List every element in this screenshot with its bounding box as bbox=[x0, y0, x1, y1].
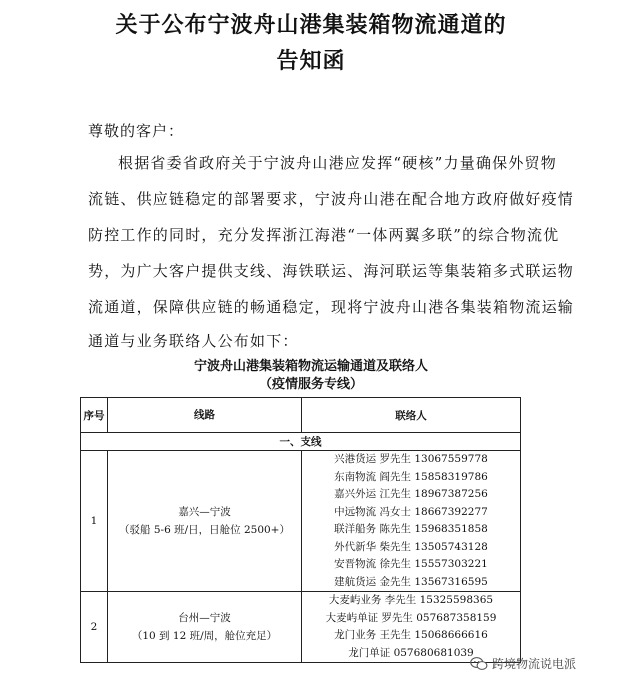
row-route bbox=[108, 451, 302, 592]
route-note: （10 到 12 班/周，舱位充足） bbox=[131, 630, 278, 642]
route-name: 嘉兴—宁波 bbox=[178, 506, 231, 518]
wechat-icon bbox=[470, 657, 488, 671]
table-row bbox=[81, 451, 521, 592]
body-line-5: 流通道，保障供应链的畅通稳定，现将宁波舟山港各集装箱物流运输 bbox=[88, 298, 575, 316]
row-seq: 2 bbox=[81, 592, 108, 663]
route-note: （驳船 5-6 班/日，日舱位 2500+） bbox=[119, 524, 290, 536]
document-title-line1: 关于公布宁波舟山港集装箱物流通道的 bbox=[115, 12, 507, 38]
body-line-2: 流链、供应链稳定的部署要求，宁波舟山港在配合地方政府做好疫情 bbox=[88, 190, 575, 208]
body-line-3: 防控工作的同时，充分发挥浙江海港“一体两翼多联”的综合物流优 bbox=[88, 226, 560, 244]
body-line-6: 通道与业务联络人公布如下： bbox=[88, 332, 299, 350]
table-title: 宁波舟山港集装箱物流运输通道及联络人 bbox=[193, 359, 428, 374]
header-route: 线路 bbox=[108, 398, 302, 433]
route-name: 台州—宁波 bbox=[178, 612, 231, 624]
contact-entry: 大麦屿单证 罗先生 057687358159 bbox=[325, 611, 497, 624]
watermark-text: 跨境物流说电派 bbox=[492, 657, 577, 671]
contact-entry: 龙门业务 王先生 15068666616 bbox=[334, 629, 488, 641]
table-section-row bbox=[81, 433, 521, 451]
contact-entry: 兴港货运 罗先生 13067559778 bbox=[334, 453, 488, 465]
table-header-row bbox=[81, 398, 521, 433]
contact-entry: 大麦屿业务 李先生 15325598365 bbox=[328, 594, 494, 606]
contact-entry: 中远物流 冯女士 18667392277 bbox=[334, 505, 488, 518]
logistics-table bbox=[80, 397, 521, 663]
header-seq: 序号 bbox=[81, 398, 108, 433]
contact-entry: 嘉兴外运 江先生 18967387256 bbox=[334, 488, 488, 500]
contact-entry: 建航货运 金先生 13567316595 bbox=[334, 575, 488, 588]
row-seq: 1 bbox=[81, 451, 108, 592]
body-line-1: 根据省委省政府关于宁波舟山港应发挥“硬核”力量确保外贸物 bbox=[118, 154, 557, 172]
contact-entry: 安晋物流 徐先生 15557303221 bbox=[334, 558, 488, 570]
section-label: 一、支线 bbox=[81, 433, 521, 451]
table-subtitle: （疫情服务专线） bbox=[258, 377, 363, 392]
body-line-4: 势，为广大客户提供支线、海铁联运、海河联运等集装箱多式联运物 bbox=[88, 262, 575, 280]
header-contact: 联络人 bbox=[302, 398, 521, 433]
contact-entry: 外代新华 柴先生 13505743128 bbox=[334, 540, 488, 553]
contact-entry: 东南物流 阎先生 15858319786 bbox=[334, 470, 488, 483]
row-route bbox=[108, 592, 302, 663]
watermark bbox=[470, 655, 576, 672]
salutation: 尊敬的客户： bbox=[88, 122, 185, 140]
contact-entry: 联洋船务 陈先生 15968351858 bbox=[334, 523, 488, 535]
document-title-line2: 告知函 bbox=[276, 48, 346, 74]
row-contacts bbox=[302, 451, 521, 592]
table-row bbox=[81, 592, 521, 663]
contact-entry: 龙门单证 057680681039 bbox=[348, 646, 474, 659]
row-contacts bbox=[302, 592, 521, 663]
